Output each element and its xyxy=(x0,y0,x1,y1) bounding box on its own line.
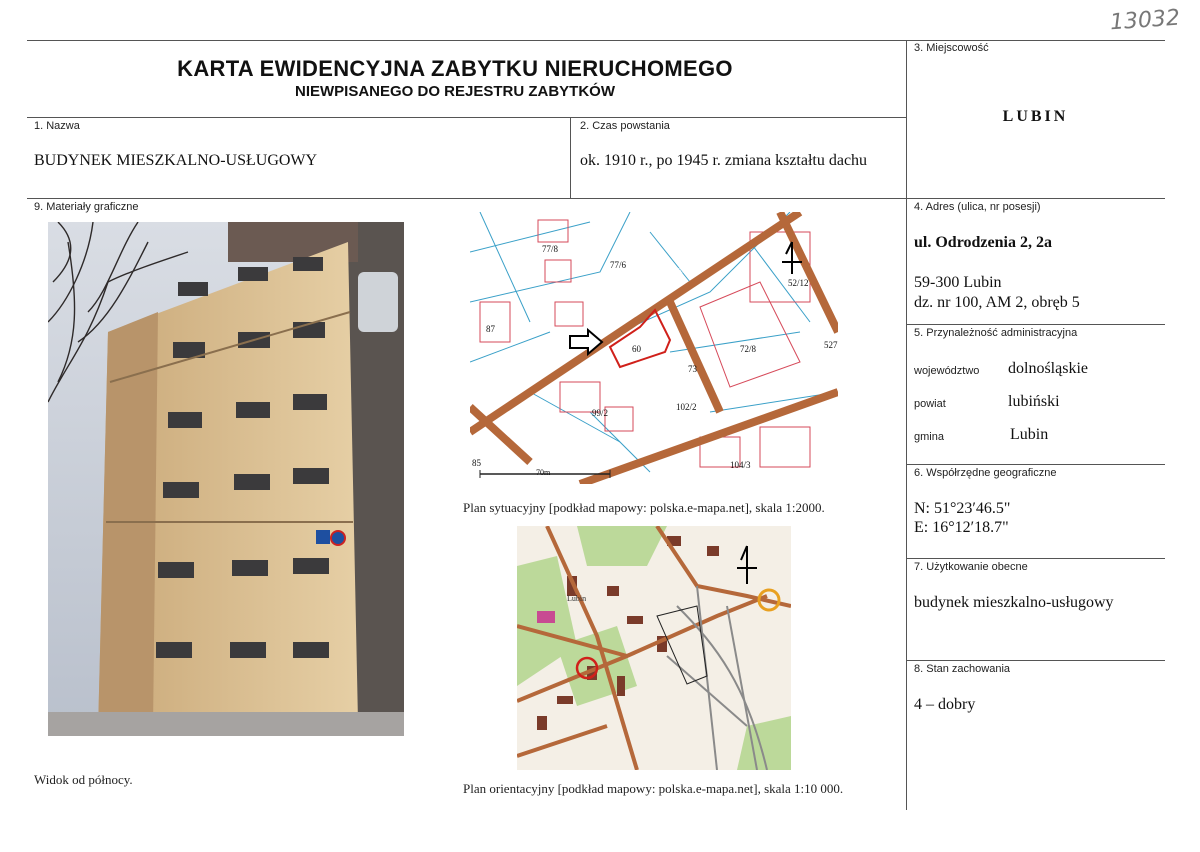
wspolrzedne-label: 6. Współrzędne geograficzne xyxy=(914,467,1057,479)
miejscowosc-value: LUBIN xyxy=(1002,108,1069,125)
line-right-8 xyxy=(906,660,1165,661)
miejscowosc-label: 3. Miejscowość xyxy=(914,42,989,54)
line-right-5 xyxy=(906,324,1165,325)
gmina-value: Lubin xyxy=(1010,426,1049,443)
handwritten-number: 13032 xyxy=(1109,5,1181,36)
parcel-label-73: 73 xyxy=(688,364,697,374)
orientation-plan-caption: Plan orientacyjny [podkład mapowy: polska.e-mapa.net], skala 1:10 000. xyxy=(463,781,844,796)
powiat-label: powiat xyxy=(914,398,946,410)
gmina-label: gmina xyxy=(914,431,944,443)
photo-caption: Widok od północy. xyxy=(34,772,133,787)
adres-parcel: dz. nr 100, AM 2, obręb 5 xyxy=(914,294,1080,311)
line-under-nazwa xyxy=(27,198,907,199)
czas-label: 2. Czas powstania xyxy=(580,120,670,132)
parcel-label-77-8: 77/8 xyxy=(542,244,559,254)
adres-city: 59-300 Lubin xyxy=(914,274,1002,291)
parcel-label-527: 527 xyxy=(824,340,838,350)
stan-value: 4 – dobry xyxy=(914,696,976,713)
situational-plan-caption: Plan sytuacyjny [podkład mapowy: polska.e-mapa.net], skala 1:2000. xyxy=(463,500,825,515)
parcel-label-102-2: 102/2 xyxy=(676,402,697,412)
powiat-value: lubiński xyxy=(1008,393,1060,410)
parcel-label-60: 60 xyxy=(632,344,641,354)
stan-label: 8. Stan zachowania xyxy=(914,663,1011,675)
frame-top-line xyxy=(27,40,1165,41)
line-under-title xyxy=(27,117,907,118)
line-right-4 xyxy=(906,198,1165,199)
town-label: Lubin xyxy=(567,594,587,603)
przynaleznosc-label: 5. Przynależność administracyjna xyxy=(914,327,1078,339)
parcel-label-87: 87 xyxy=(486,324,495,334)
uzytkowanie-value: budynek mieszkalno-usługowy xyxy=(914,594,1114,611)
nazwa-value: BUDYNEK MIESZKALNO-USŁUGOWY xyxy=(34,152,318,169)
parcel-label-72-8: 72/8 xyxy=(740,344,757,354)
building-photo xyxy=(48,222,404,736)
scale-bar-label: 70m xyxy=(536,468,551,477)
coord-e: E: 16°12′18.7" xyxy=(914,519,1009,536)
street-label-prusa: Bolesława Prusa xyxy=(655,413,716,441)
uzytkowanie-label: 7. Użytkowanie obecne xyxy=(914,561,1028,573)
parcel-label-52-12: 52/12 xyxy=(788,278,809,288)
czas-value: ok. 1910 r., po 1945 r. zmiana kształtu dachu xyxy=(580,152,868,169)
parcel-label-85: 85 xyxy=(472,458,481,468)
wojewodztwo-value: dolnośląskie xyxy=(1008,360,1088,377)
materialy-label: 9. Materiały graficzne xyxy=(34,201,139,213)
line-right-7 xyxy=(906,558,1165,559)
card-title: KARTA EWIDENCYJNA ZABYTKU NIERUCHOMEGO xyxy=(177,56,733,81)
situational-plan-map xyxy=(470,212,838,484)
wojewodztwo-label: województwo xyxy=(914,365,980,377)
street-label-odrodzenia: Odrodzenia xyxy=(646,263,688,295)
coord-n: N: 51°23′46.5" xyxy=(914,500,1011,517)
parcel-label-104-3: 104/3 xyxy=(730,460,751,470)
parcel-label-99-2: 99/2 xyxy=(592,408,609,418)
line-right-6 xyxy=(906,464,1165,465)
frame-divider-main xyxy=(906,40,907,810)
line-nazwa-czas-divider xyxy=(570,117,571,198)
nazwa-label: 1. Nazwa xyxy=(34,120,80,132)
card-subtitle: NIEWPISANEGO DO REJESTRU ZABYTKÓW xyxy=(294,83,616,100)
adres-street: ul. Odrodzenia 2, 2a xyxy=(914,234,1052,251)
orientation-plan-map xyxy=(517,526,791,770)
adres-label: 4. Adres (ulica, nr posesji) xyxy=(914,201,1041,213)
parcel-label-77-6: 77/6 xyxy=(610,260,627,270)
